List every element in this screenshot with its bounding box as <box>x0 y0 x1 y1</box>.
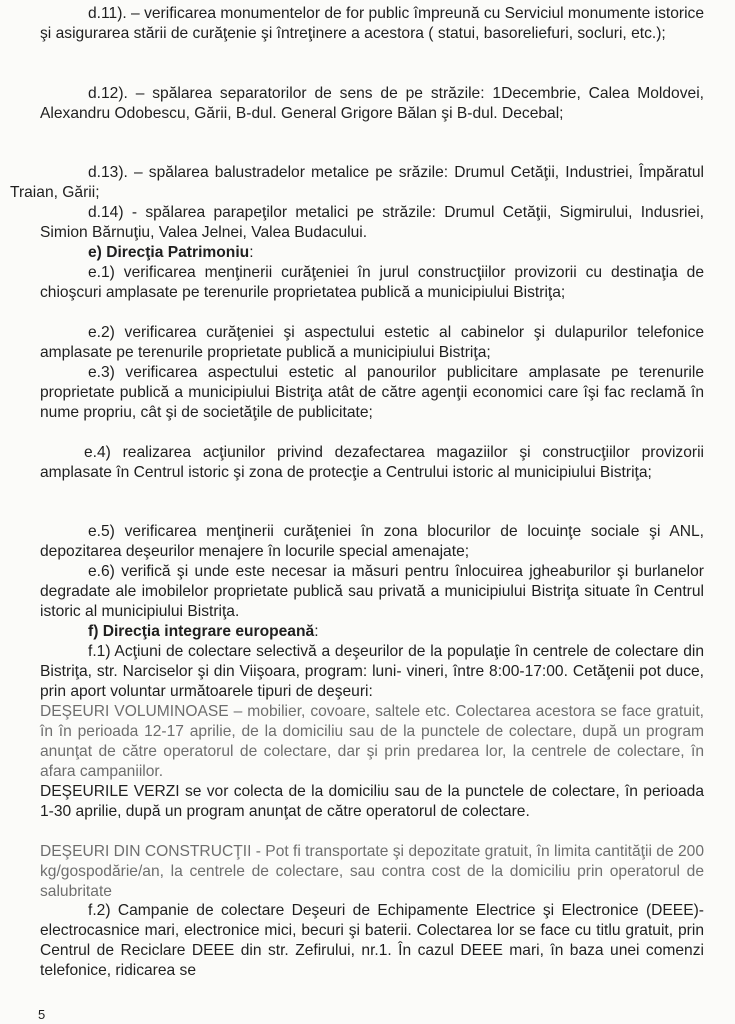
paragraph-f2: f.2) Campanie de colectare Deşeuri de Echipamente Electrice şi Electronice (DEEE)- electrocasnice mari, electronice mici, becuri şi baterii. Colectarea lor se face cu titlu gratuit, prin Centrul de Reciclare DEEE din str. Zefirului, nr.1. În cazul DEEE mari, în baza unei comenzi telefonice, ridicarea se <box>40 902 704 979</box>
paragraph-e3: e.3) verificarea aspectului estetic al panourilor publicitare amplasate pe terenurile proprietate publică a municipiului Bistriţa atât de către agenţii economici care îşi fac reclamă în nume propriu, cât şi de societăţile de publicitate; <box>40 364 704 421</box>
paragraph-e1: e.1) verificarea menţinerii curăţeniei în jurul construcţiilor provizorii cu destinaţia de chioşcuri amplasate pe terenurile proprietatea publică a municipiului Bistriţa; <box>40 264 704 301</box>
paragraph-constructii: DEŞEURI DIN CONSTRUCŢII - Pot fi transportate şi depozitate gratuit, în limita cantităţii de 200 kg/gospodărie/an, la centrele de colectare, sau contra cost de la domiciliu prin operatorul de salubritate <box>40 843 704 900</box>
page-number: 5 <box>38 1007 46 1022</box>
paragraph-d13: d.13). – spălarea balustradelor metalice pe srăzile: Drumul Cetăţii, Industriei, Împăratul Traian, Gării; <box>10 164 704 201</box>
paragraph-f1: f.1) Acţiuni de colectare selectivă a deşeurilor de la populaţie în centrele de colectare din Bistriţa, str. Narciselor şi din Viişoara, program: luni- vineri, între 8:00-17:00. Cetăţenii pot duce, prin aport voluntar următoarele tipuri de deşeuri: <box>40 643 704 700</box>
paragraph-voluminoase: DEŞEURI VOLUMINOASE – mobilier, covoare, saltele etc. Colectarea acestora se face gratuit, în în perioada 12-17 aprilie, de la domiciliu sau de la punctele de colectare, după un program anunţat de către operatorul de colectare, dar şi prin predarea lor, la centrele de colectare, în afara campaniilor. <box>40 703 704 780</box>
heading-text: f) Direcţia integrare europeană <box>88 623 315 640</box>
paragraph-e6: e.6) verifică şi unde este necesar ia măsuri pentru înlocuirea jgheaburilor şi burlanelor degradate ale imobilelor proprietate publică sau privată a municipiului Bistriţa situate în Centrul istoric al municipiului Bistriţa. <box>40 563 704 620</box>
paragraph-d12: d.12). – spălarea separatorilor de sens de pe străzile: 1Decembrie, Calea Moldovei, Alexandru Odobescu, Gării, B-dul. General Grigore Bălan şi B-dul. Decebal; <box>40 85 704 122</box>
section-heading-e <box>88 243 254 263</box>
heading-colon: : <box>314 623 319 640</box>
paragraph-d11: d.11). – verificarea monumentelor de for public împreună cu Serviciul monumente istorice şi asigurarea stării de curăţenie şi întreţinere a acestora ( statui, basoreliefuri, socluri, etc.); <box>40 5 704 42</box>
section-heading-f <box>88 622 319 642</box>
paragraph-e4: e.4) realizarea acţiunilor privind dezafectarea magaziilor şi construcţiilor provizorii amplasate în Centrul istoric şi zona de protecţie a Centrului istoric al municipiului Bistriţa; <box>40 444 704 481</box>
heading-text: e) Direcţia Patrimoniu <box>88 244 250 261</box>
paragraph-d14: d.14) - spălarea parapeţilor metalici pe străzile: Drumul Cetăţii, Sigmirului, Indusriei, Simion Bărnuţiu, Valea Jelnei, Valea Budacului. <box>40 204 704 241</box>
paragraph-verzi: DEŞEURILE VERZI se vor colecta de la domiciliu sau de la punctele de colectare, în perioada 1-30 aprilie, după un program anunţat de către operatorul de colectare. <box>40 783 704 820</box>
heading-colon: : <box>249 244 254 261</box>
paragraph-e5: e.5) verificarea menţinerii curăţeniei în zona blocurilor de locuinţe sociale şi ANL, depozitarea deşeurilor menajere în locurile special amenajate; <box>40 523 704 560</box>
paragraph-e2: e.2) verificarea curăţeniei şi aspectului estetic al cabinelor şi dulapurilor telefonice amplasate pe terenurile proprietate publică a municipiului Bistriţa; <box>40 324 704 361</box>
